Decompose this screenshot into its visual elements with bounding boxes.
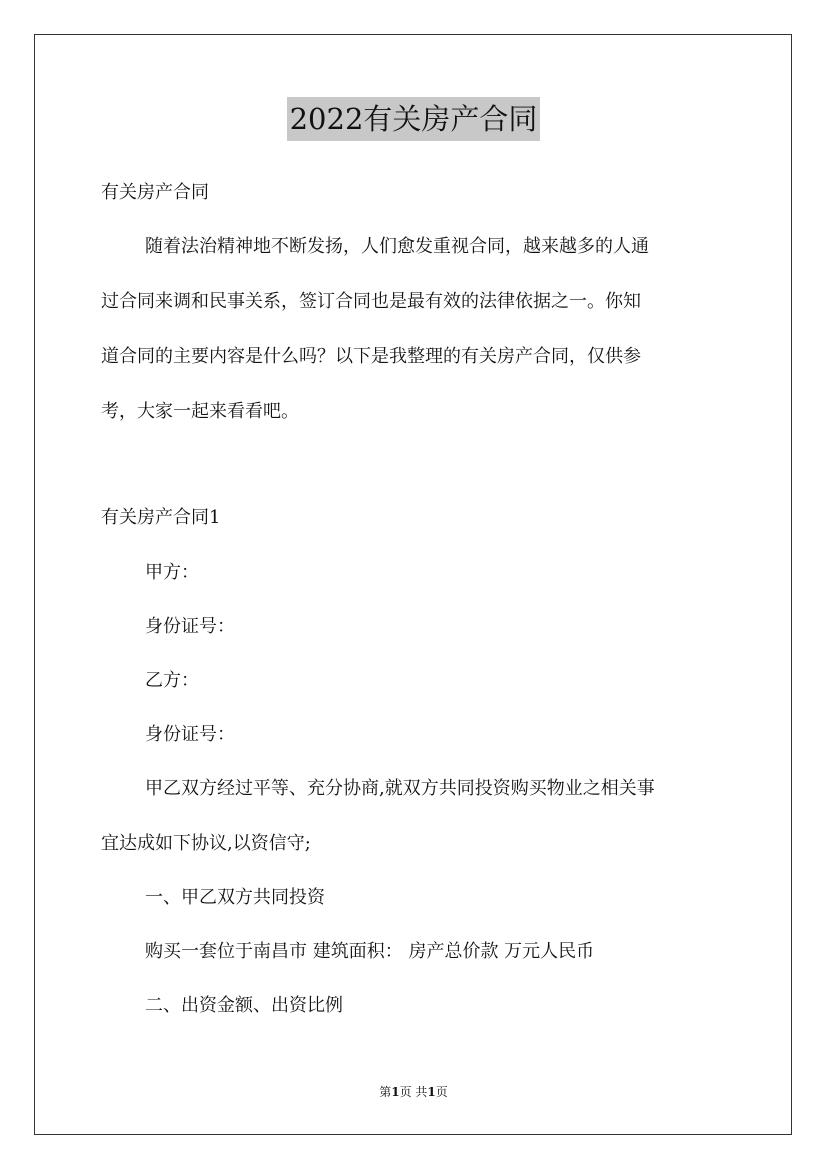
clause-1-heading: 一、甲乙双方共同投资 [145, 887, 325, 908]
intro-line-1: 随着法治精神地不断发扬，人们愈发重视合同，越来越多的人通 [145, 236, 649, 257]
footer-mid: 页 共 [399, 1085, 428, 1099]
document-title: 2022有关房产合同 [287, 97, 541, 141]
agreement-line-1: 甲乙双方经过平等、充分协商,就双方共同投资购买物业之相关事 [145, 778, 655, 799]
title-container [0, 97, 827, 141]
party-a-id-label: 身份证号： [145, 616, 235, 637]
intro-line-2: 过合同来调和民事关系，签订合同也是最有效的法律依据之一。你知 [101, 291, 641, 312]
footer-suffix: 页 [435, 1085, 448, 1099]
party-b-id-label: 身份证号： [145, 724, 235, 745]
page-footer [0, 1084, 827, 1100]
footer-total-pages: 1 [427, 1085, 436, 1099]
document-subtitle: 有关房产合同 [101, 182, 209, 203]
party-a-label: 甲方： [145, 562, 199, 583]
footer-prefix: 第 [379, 1085, 392, 1099]
clause-1-text: 购买一套位于南昌市 建筑面积： 房产总价款 万元人民币 [145, 941, 595, 962]
clause-2-heading: 二、出资金额、出资比例 [145, 995, 343, 1016]
agreement-line-2: 宜达成如下协议,以资信守; [101, 833, 311, 854]
intro-line-3: 道合同的主要内容是什么吗？以下是我整理的有关房产合同，仅供参 [101, 346, 641, 367]
party-b-label: 乙方： [145, 670, 199, 691]
intro-line-4: 考，大家一起来看看吧。 [101, 401, 299, 422]
footer-page-number: 1 [391, 1085, 400, 1099]
section-heading: 有关房产合同1 [101, 507, 221, 528]
